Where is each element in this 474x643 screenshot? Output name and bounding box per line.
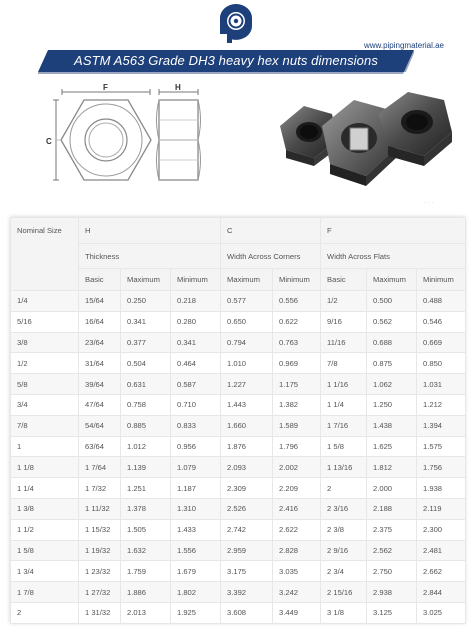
table-cell: 2.959 [221, 540, 273, 561]
table-cell: 3.242 [273, 582, 321, 603]
table-cell: 3.125 [367, 602, 417, 623]
table-cell: 3.025 [417, 602, 466, 623]
dimension-h-label: H [175, 83, 181, 92]
website-url[interactable]: www.pipingmaterial.ae [363, 41, 444, 50]
nominal-size-cell: 1/4 [11, 291, 79, 312]
table-cell: 1.438 [367, 415, 417, 436]
table-cell: 0.622 [273, 311, 321, 332]
table-cell: 7/8 [321, 353, 367, 374]
sub-header: Maximum [367, 269, 417, 291]
table-cell: 15/64 [79, 291, 121, 312]
nominal-size-cell: 5/16 [11, 311, 79, 332]
table-row [11, 374, 466, 395]
table-cell: 0.562 [367, 311, 417, 332]
title-banner [38, 50, 414, 74]
table-cell: 0.885 [121, 415, 171, 436]
table-cell: 1.632 [121, 540, 171, 561]
sub-header: Minimum [417, 269, 466, 291]
table-cell: 1.079 [171, 457, 221, 478]
table-cell: 1.759 [121, 561, 171, 582]
table-cell: 1.187 [171, 478, 221, 499]
table-cell: 1.556 [171, 540, 221, 561]
table-cell: 3.608 [221, 602, 273, 623]
table-cell: 2.844 [417, 582, 466, 603]
table-row [11, 519, 466, 540]
table-cell: 2.750 [367, 561, 417, 582]
table-cell: 2.416 [273, 498, 321, 519]
table-row [11, 602, 466, 623]
table-cell: 2.300 [417, 519, 466, 540]
table-cell: 1.802 [171, 582, 221, 603]
table-cell: 39/64 [79, 374, 121, 395]
table-cell: 2.481 [417, 540, 466, 561]
table-cell: 3.175 [221, 561, 273, 582]
table-cell: 1 27/32 [79, 582, 121, 603]
table-cell: 1.012 [121, 436, 171, 457]
table-cell: 1.227 [221, 374, 273, 395]
table-cell: 0.341 [171, 332, 221, 353]
table-cell: 1.310 [171, 498, 221, 519]
table-cell: 11/16 [321, 332, 367, 353]
dimension-f-label: F [103, 83, 108, 92]
nominal-size-cell: 1 1/8 [11, 457, 79, 478]
nominal-size-cell: 1 5/8 [11, 540, 79, 561]
sub-header: Maximum [121, 269, 171, 291]
table-cell: 1 11/32 [79, 498, 121, 519]
group-f-code: F [321, 218, 466, 244]
table-cell: 0.577 [221, 291, 273, 312]
table-cell: 1.139 [121, 457, 171, 478]
table-cell: 1 23/32 [79, 561, 121, 582]
table-cell: 16/64 [79, 311, 121, 332]
table-cell: 0.280 [171, 311, 221, 332]
sub-header: Basic [321, 269, 367, 291]
table-cell: 2.119 [417, 498, 466, 519]
table-cell: 0.763 [273, 332, 321, 353]
group-c-name: Width Across Corners [221, 244, 321, 269]
table-cell: 1 7/32 [79, 478, 121, 499]
nominal-size-cell: 1 3/8 [11, 498, 79, 519]
sub-header: Minimum [171, 269, 221, 291]
nominal-size-cell: 3/8 [11, 332, 79, 353]
table-cell: 2.742 [221, 519, 273, 540]
table-row [11, 540, 466, 561]
table-row [11, 478, 466, 499]
table-cell: 1.394 [417, 415, 466, 436]
table-cell: 1 15/32 [79, 519, 121, 540]
sub-header: Minimum [273, 269, 321, 291]
dimensions-table [10, 217, 466, 624]
hex-nuts-photo-icon [262, 86, 456, 198]
table-row [11, 457, 466, 478]
table-cell: 1 7/64 [79, 457, 121, 478]
table-cell: 0.218 [171, 291, 221, 312]
table-cell: 2.209 [273, 478, 321, 499]
table-cell: 1.505 [121, 519, 171, 540]
table-cell: 1.378 [121, 498, 171, 519]
nominal-size-cell: 1 1/4 [11, 478, 79, 499]
group-h-code: H [79, 218, 221, 244]
table-cell: 1.938 [417, 478, 466, 499]
table-cell: 1.433 [171, 519, 221, 540]
table-cell: 1 1/16 [321, 374, 367, 395]
table-cell: 2 [321, 478, 367, 499]
table-cell: 2.002 [273, 457, 321, 478]
table-cell: 2 3/4 [321, 561, 367, 582]
nominal-size-cell: 5/8 [11, 374, 79, 395]
table-cell: 1.660 [221, 415, 273, 436]
hex-nut-drawing [20, 82, 230, 200]
table-cell: 2.188 [367, 498, 417, 519]
table-cell: 0.650 [221, 311, 273, 332]
watermark-dots: · · · [424, 200, 434, 206]
hex-nuts-photo [262, 86, 456, 198]
table-cell: 1.575 [417, 436, 466, 457]
table-cell: 0.850 [417, 353, 466, 374]
table-cell: 0.500 [367, 291, 417, 312]
table-row [11, 291, 466, 312]
table-cell: 0.758 [121, 394, 171, 415]
table-row [11, 353, 466, 374]
table-cell: 3 1/8 [321, 602, 367, 623]
table-row [11, 436, 466, 457]
table-cell: 0.875 [367, 353, 417, 374]
table-cell: 1 5/8 [321, 436, 367, 457]
table-row [11, 332, 466, 353]
table-cell: 1.796 [273, 436, 321, 457]
table-cell: 2.309 [221, 478, 273, 499]
table-cell: 0.464 [171, 353, 221, 374]
logo-mark-icon [216, 4, 256, 44]
table-cell: 1.876 [221, 436, 273, 457]
table-cell: 1.175 [273, 374, 321, 395]
table-cell: 0.688 [367, 332, 417, 353]
nominal-size-cell: 1 1/2 [11, 519, 79, 540]
table-cell: 31/64 [79, 353, 121, 374]
table-cell: 0.587 [171, 374, 221, 395]
table-row [11, 582, 466, 603]
table-cell: 0.969 [273, 353, 321, 374]
table-cell: 1.010 [221, 353, 273, 374]
table-row [11, 498, 466, 519]
nominal-size-cell: 1/2 [11, 353, 79, 374]
table-cell: 1.212 [417, 394, 466, 415]
sub-header: Maximum [221, 269, 273, 291]
table-cell: 1.925 [171, 602, 221, 623]
table-cell: 1.886 [121, 582, 171, 603]
nominal-size-cell: 3/4 [11, 394, 79, 415]
table-cell: 0.488 [417, 291, 466, 312]
table-cell: 2.375 [367, 519, 417, 540]
table-cell: 2.562 [367, 540, 417, 561]
table-row [11, 394, 466, 415]
table-cell: 0.631 [121, 374, 171, 395]
table-cell: 0.556 [273, 291, 321, 312]
group-c-code: C [221, 218, 321, 244]
table-cell: 2 3/8 [321, 519, 367, 540]
table-row [11, 311, 466, 332]
table-cell: 1.812 [367, 457, 417, 478]
dimensions-table-card [10, 217, 465, 623]
table-cell: 2.013 [121, 602, 171, 623]
table-cell: 2.526 [221, 498, 273, 519]
table-cell: 2 9/16 [321, 540, 367, 561]
table-cell: 47/64 [79, 394, 121, 415]
table-cell: 0.377 [121, 332, 171, 353]
table-cell: 1.625 [367, 436, 417, 457]
nominal-size-cell: 2 [11, 602, 79, 623]
table-cell: 0.956 [171, 436, 221, 457]
nominal-size-cell: 1 [11, 436, 79, 457]
table-cell: 1.031 [417, 374, 466, 395]
table-cell: 1.382 [273, 394, 321, 415]
group-h-name: Thickness [79, 244, 221, 269]
table-cell: 23/64 [79, 332, 121, 353]
table-cell: 1.756 [417, 457, 466, 478]
table-cell: 1.251 [121, 478, 171, 499]
table-cell: 2 3/16 [321, 498, 367, 519]
table-cell: 3.035 [273, 561, 321, 582]
nominal-size-cell: 1 7/8 [11, 582, 79, 603]
sub-header: Basic [79, 269, 121, 291]
nominal-size-cell: 7/8 [11, 415, 79, 436]
table-cell: 1.443 [221, 394, 273, 415]
table-cell: 1 7/16 [321, 415, 367, 436]
group-f-name: Width Across Flats [321, 244, 466, 269]
table-cell: 2.622 [273, 519, 321, 540]
table-cell: 0.504 [121, 353, 171, 374]
nominal-size-cell: 1 3/4 [11, 561, 79, 582]
table-cell: 1.679 [171, 561, 221, 582]
table-cell: 54/64 [79, 415, 121, 436]
table-cell: 2.828 [273, 540, 321, 561]
table-cell: 1 1/4 [321, 394, 367, 415]
nominal-size-header: Nominal Size [11, 218, 79, 291]
table-cell: 2.662 [417, 561, 466, 582]
table-cell: 2.938 [367, 582, 417, 603]
table-cell: 2.000 [367, 478, 417, 499]
table-cell: 2.093 [221, 457, 273, 478]
table-cell: 3.449 [273, 602, 321, 623]
table-cell: 1 13/16 [321, 457, 367, 478]
page-title: ASTM A563 Grade DH3 heavy hex nuts dimensions [74, 53, 378, 68]
hex-nut-diagram-icon [20, 82, 230, 200]
table-cell: 1 19/32 [79, 540, 121, 561]
brand-logo [216, 4, 256, 44]
table-cell: 1/2 [321, 291, 367, 312]
table-row [11, 561, 466, 582]
table-cell: 1.250 [367, 394, 417, 415]
table-cell: 2 15/16 [321, 582, 367, 603]
table-cell: 0.546 [417, 311, 466, 332]
table-cell: 9/16 [321, 311, 367, 332]
table-cell: 1 31/32 [79, 602, 121, 623]
table-cell: 1.589 [273, 415, 321, 436]
table-cell: 1.062 [367, 374, 417, 395]
table-cell: 0.794 [221, 332, 273, 353]
table-cell: 0.833 [171, 415, 221, 436]
table-cell: 0.341 [121, 311, 171, 332]
table-row [11, 415, 466, 436]
table-cell: 3.392 [221, 582, 273, 603]
table-cell: 0.250 [121, 291, 171, 312]
table-body [11, 291, 466, 624]
table-cell: 0.669 [417, 332, 466, 353]
table-cell: 0.710 [171, 394, 221, 415]
table-cell: 63/64 [79, 436, 121, 457]
dimension-c-label: C [46, 137, 52, 146]
